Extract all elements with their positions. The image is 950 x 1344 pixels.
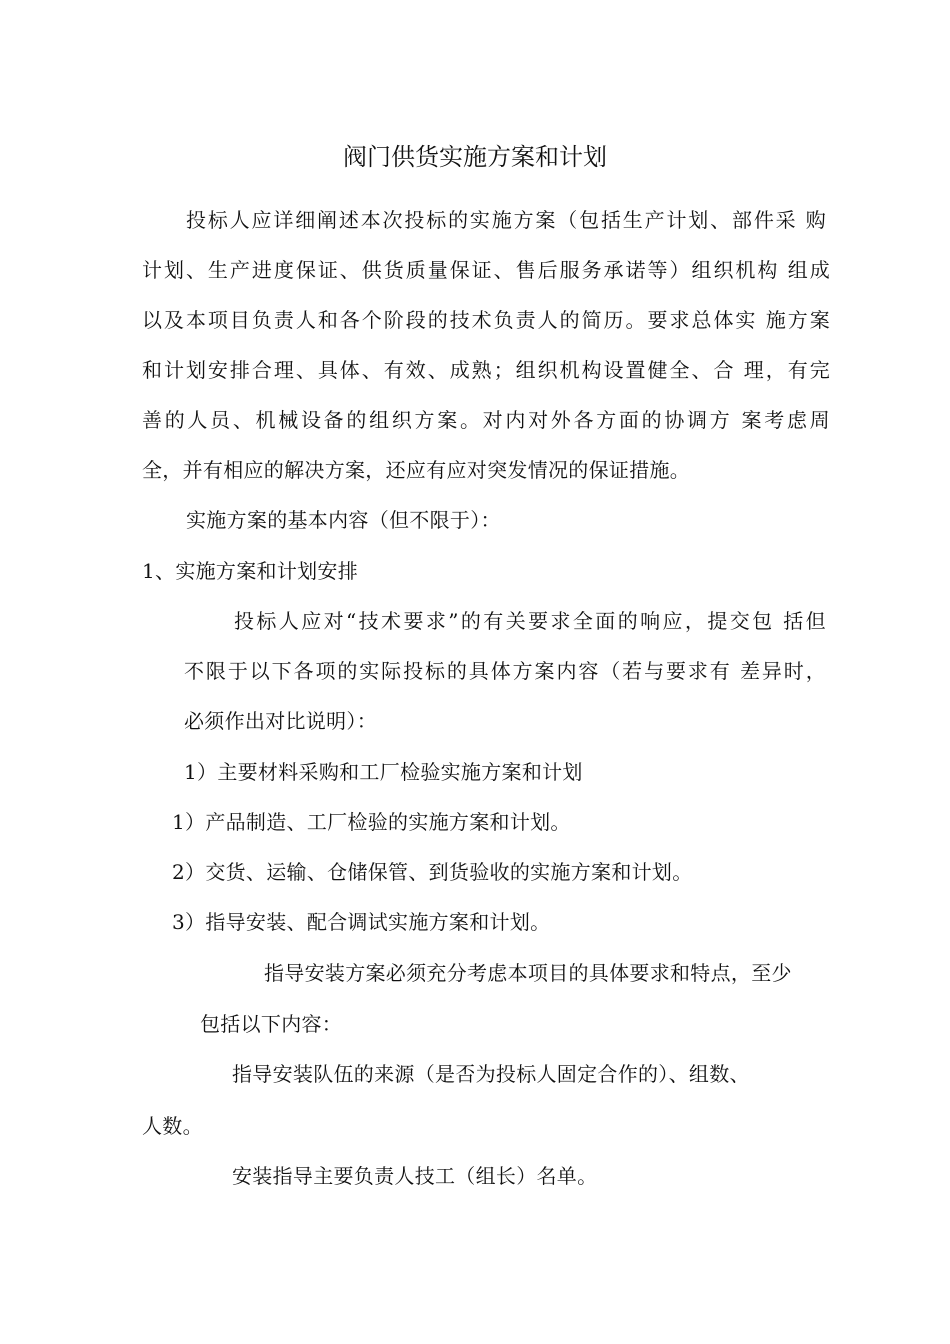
team-line-1: 指导安装队伍的来源（是否为投标人固定合作的）、组数、 (232, 1062, 750, 1086)
item-installation: 3）指导安装、配合调试实施方案和计划。 (172, 910, 551, 934)
guide-line-1: 指导安装方案必须充分考虑本项目的具体要求和特点，至少 (264, 961, 792, 985)
document-title: 阀门供货实施方案和计划 (343, 143, 607, 171)
team-line-2: 人数。 (142, 1114, 203, 1138)
leader-line: 安装指导主要负责人技工（组长）名单。 (232, 1164, 598, 1188)
item-delivery: 2）交货、运输、仓储保管、到货验收的实施方案和计划。 (172, 860, 693, 884)
section1-heading: 1、实施方案和计划安排 (142, 559, 359, 583)
section1-line-3: 必须作出对比说明）： (184, 709, 377, 733)
intro-line-1: 投标人应详细阐述本次投标的实施方案（包括生产计划、部件采 购 (186, 208, 826, 232)
basic-content-heading: 实施方案的基本内容（但不限于）： (186, 508, 501, 532)
section1-line-1: 投标人应对“技术要求”的有关要求全面的响应，提交包 括但 (234, 609, 826, 633)
intro-line-4: 和计划安排合理、具体、有效、成熟；组织机构设置健全、合 理，有完 (142, 358, 830, 382)
intro-line-2: 计划、生产进度保证、供货质量保证、售后服务承诺等）组织机构 组成 (142, 258, 830, 282)
intro-line-6: 全，并有相应的解决方案，还应有应对突发情况的保证措施。 (142, 458, 691, 482)
intro-line-3: 以及本项目负责人和各个阶段的技术负责人的简历。要求总体实 施方案 (142, 308, 830, 332)
item-materials: 1）主要材料采购和工厂检验实施方案和计划 (184, 760, 583, 784)
guide-line-2: 包括以下内容： (200, 1012, 343, 1036)
intro-line-5: 善的人员、机械设备的组织方案。对内对外各方面的协调方 案考虑周 (142, 408, 830, 432)
item-manufacturing: 1）产品制造、工厂检验的实施方案和计划。 (172, 810, 571, 834)
section1-line-2: 不限于以下各项的实际投标的具体方案内容（若与要求有 差异时， (184, 659, 826, 683)
